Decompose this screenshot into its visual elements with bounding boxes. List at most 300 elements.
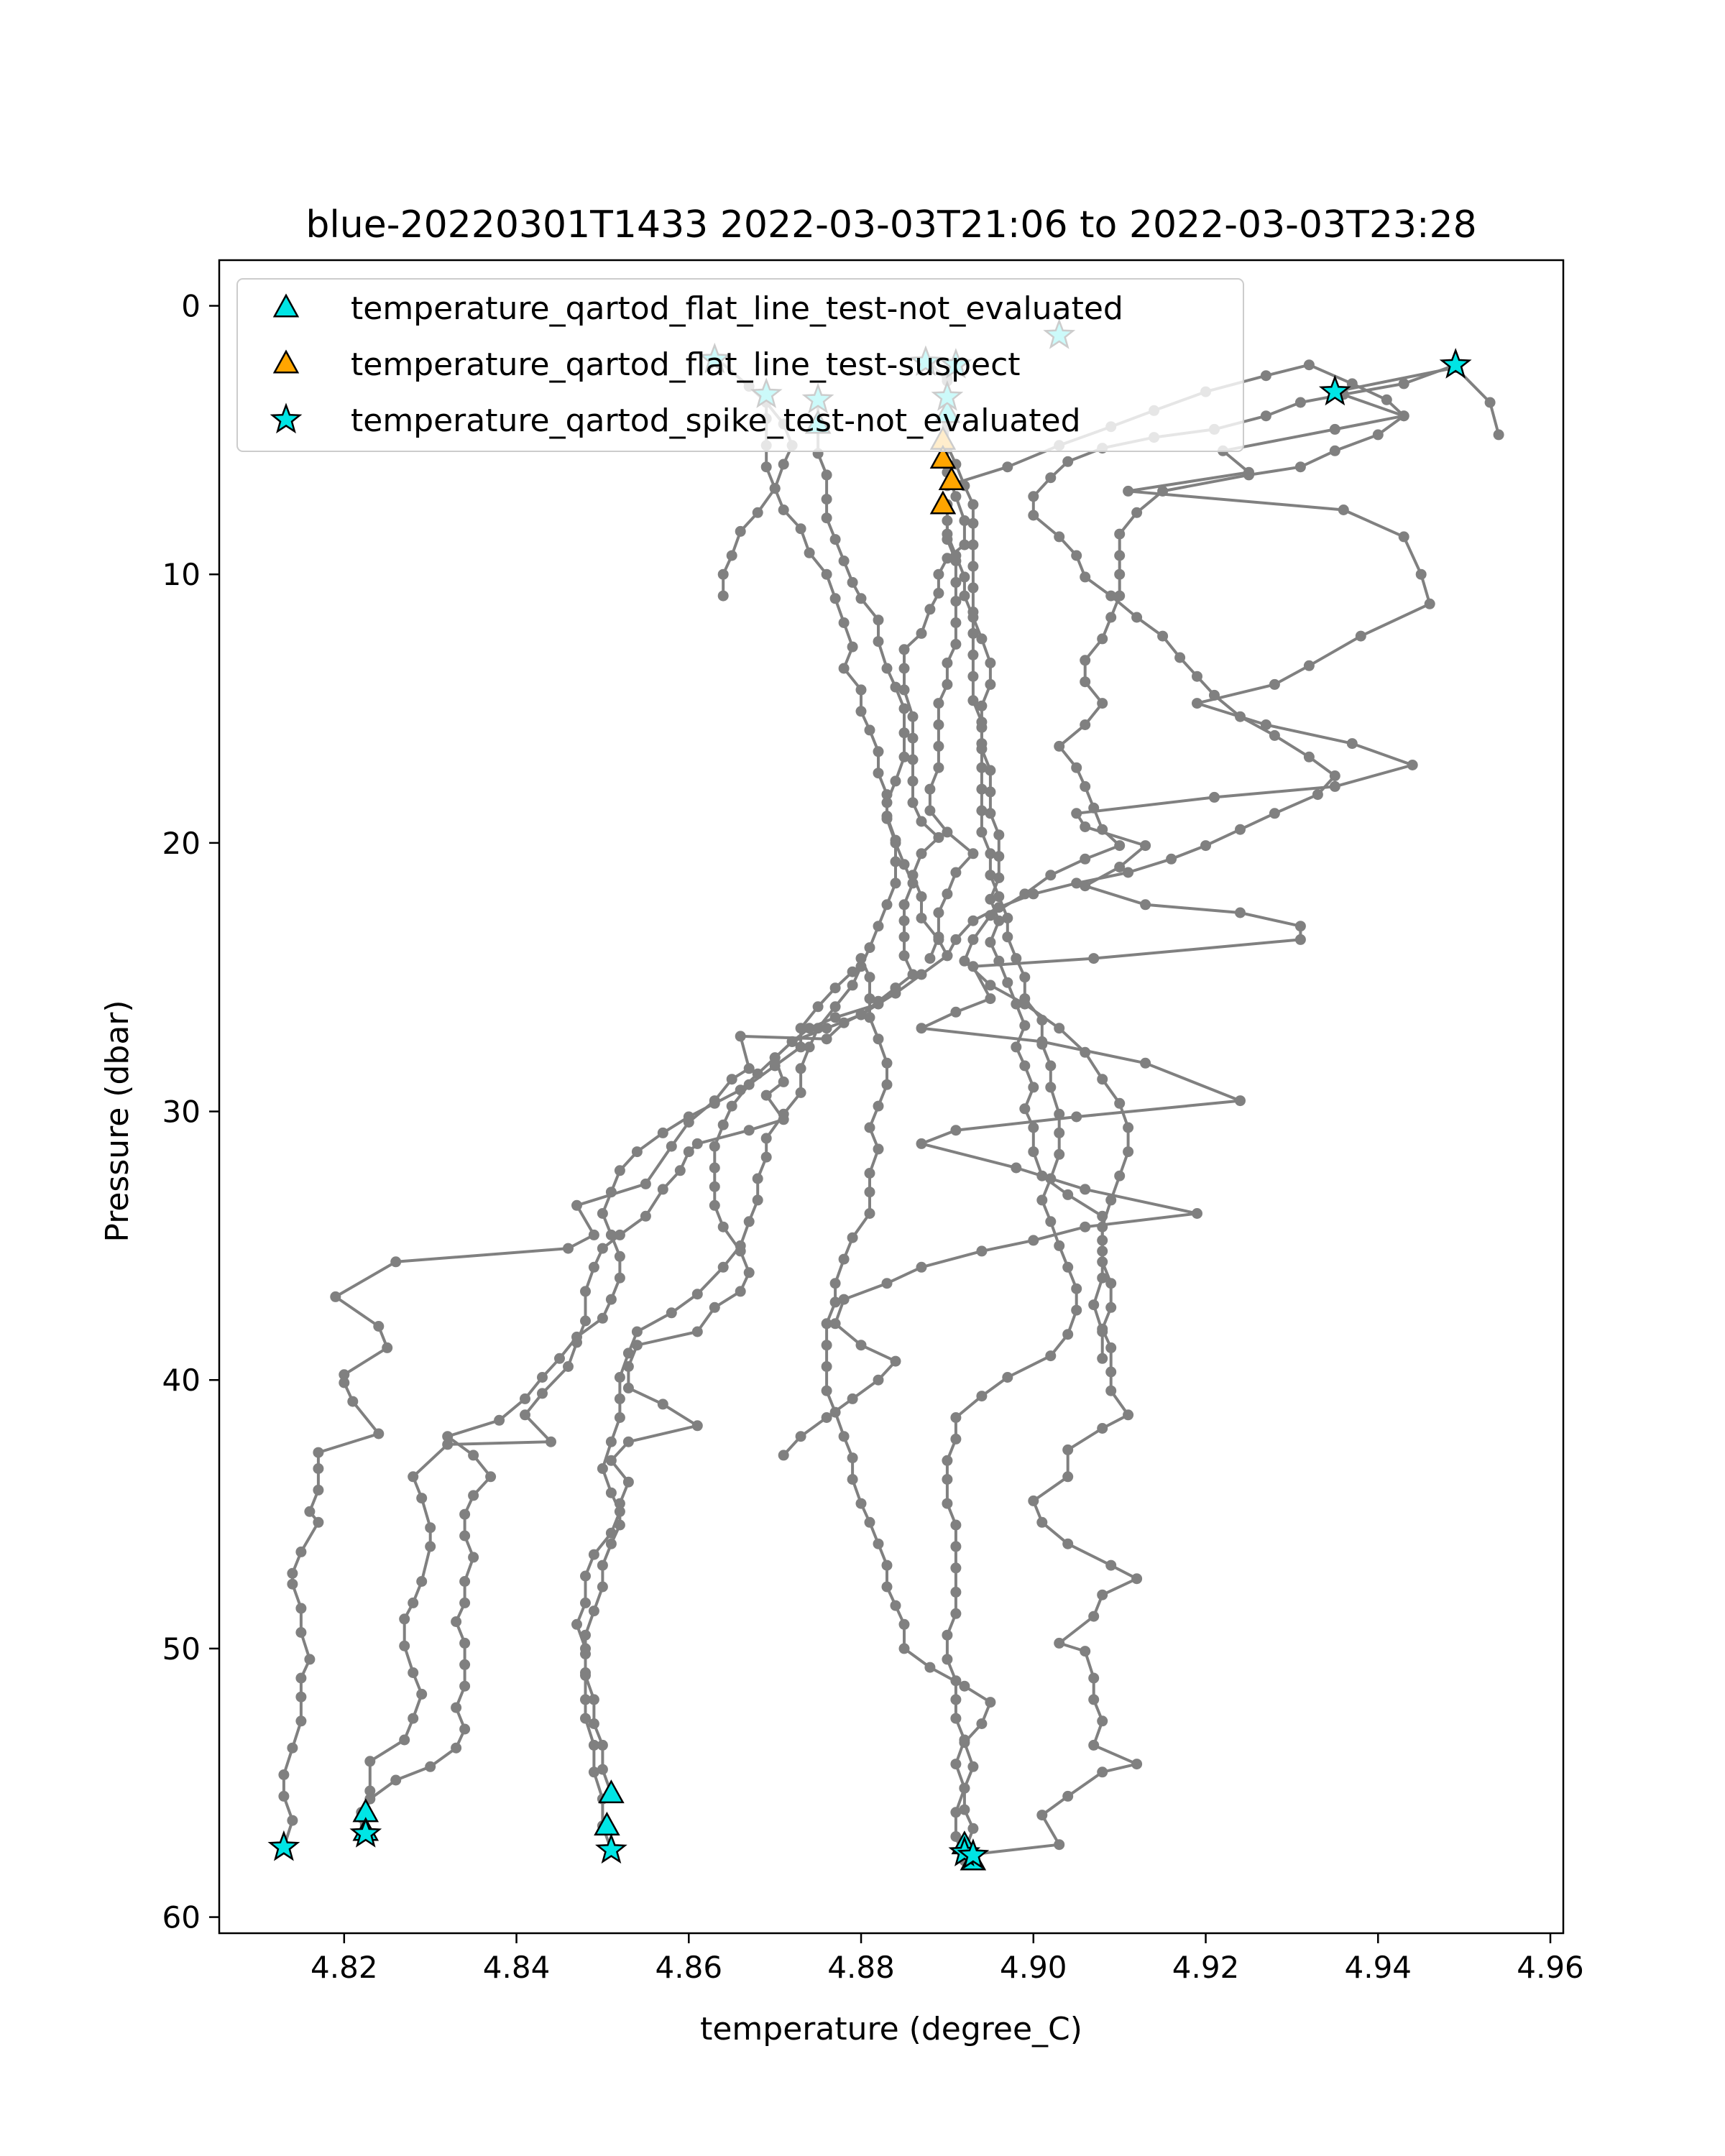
profile-point [924, 604, 935, 614]
profile-point [459, 1681, 470, 1692]
profile-point [899, 916, 910, 926]
profile-point [1131, 1573, 1142, 1584]
profile-point [666, 1307, 677, 1318]
profile-point [1080, 719, 1090, 730]
profile-point [1028, 1146, 1039, 1157]
profile-point [993, 872, 1004, 883]
profile-point [1062, 1329, 1073, 1340]
profile-point [1304, 359, 1315, 370]
profile-point [1235, 908, 1246, 918]
profile-point [830, 534, 841, 545]
profile-point [985, 786, 995, 797]
profile-point [451, 1703, 461, 1713]
profile-point [615, 1273, 625, 1284]
profile-point [1105, 591, 1116, 602]
profile-point [967, 916, 978, 926]
profile-point [623, 1361, 634, 1372]
profile-point [1140, 1058, 1151, 1069]
profile-point [313, 1447, 323, 1458]
profile-point [459, 1531, 470, 1542]
profile-point [950, 1562, 961, 1573]
profile-point [942, 888, 952, 899]
profile-point [967, 1823, 978, 1834]
profile-point [967, 934, 978, 945]
profile-point [873, 1375, 884, 1386]
profile-point [1028, 1235, 1039, 1245]
profile-point [554, 1353, 565, 1364]
profile-point [1494, 429, 1504, 440]
profile-point [847, 1474, 858, 1485]
profile-point [718, 1262, 729, 1273]
profile-point [709, 1302, 720, 1313]
profile-point [1304, 660, 1315, 671]
profile-point [908, 775, 919, 786]
profile-point [822, 1361, 832, 1372]
profile-point [580, 1670, 591, 1681]
profile-point [718, 569, 729, 580]
profile-point [942, 1455, 952, 1466]
profile-point [1045, 1350, 1056, 1361]
profile-point [924, 1662, 935, 1673]
y-tick-label: 30 [162, 1094, 201, 1130]
profile-point [1097, 1590, 1108, 1600]
profile-point [967, 540, 978, 550]
profile-point [1114, 529, 1125, 540]
profile-point [882, 899, 893, 910]
profile-point [778, 505, 789, 515]
profile-point [416, 1689, 427, 1700]
profile-point [1028, 491, 1039, 502]
profile-point [1330, 770, 1340, 781]
profile-point [606, 1539, 617, 1549]
profile-point [873, 636, 884, 647]
profile-point [1140, 899, 1151, 910]
profile-point [287, 1743, 298, 1754]
profile-point [537, 1372, 548, 1383]
profile-point [1416, 569, 1427, 580]
profile-point [1045, 1061, 1056, 1072]
profile-point [950, 639, 961, 650]
profile-point [1011, 1163, 1021, 1174]
x-tick-label: 4.82 [310, 1950, 378, 1985]
profile-point [1088, 953, 1099, 964]
profile-point [1105, 1386, 1116, 1396]
profile-point [1105, 612, 1116, 623]
profile-point [1131, 612, 1142, 623]
profile-point [942, 1498, 952, 1509]
profile-point [1261, 410, 1271, 421]
profile-point [865, 1208, 875, 1219]
profile-point [753, 1174, 763, 1184]
profile-point [684, 1146, 694, 1157]
profile-point [847, 1452, 858, 1463]
profile-point [1312, 789, 1323, 800]
profile-point [899, 950, 910, 961]
profile-point [640, 1179, 651, 1189]
profile-point [924, 806, 935, 816]
profile-point [908, 969, 919, 980]
x-tick-label: 4.96 [1517, 1950, 1584, 1985]
profile-point [459, 1509, 470, 1520]
profile-point [1002, 977, 1013, 988]
profile-point [1062, 1445, 1073, 1455]
profile-point [364, 1756, 375, 1766]
profile-point [753, 1069, 763, 1079]
legend-entry-label: temperature_qartod_flat_line_test-not_evaluated [351, 290, 1123, 327]
profile-point [942, 1474, 952, 1485]
profile-point [390, 1775, 401, 1786]
profile-point [865, 942, 875, 953]
profile-point [882, 1560, 893, 1571]
profile-point [916, 848, 927, 859]
profile-point [796, 1087, 806, 1098]
profile-point [1054, 1839, 1064, 1850]
profile-point [830, 1278, 841, 1289]
profile-point [520, 1393, 530, 1404]
profile-point [950, 1587, 961, 1598]
y-tick-label: 10 [162, 557, 201, 593]
profile-point [822, 512, 832, 523]
profile-point [865, 1168, 875, 1179]
profile-point [1019, 972, 1030, 982]
profile-point [891, 982, 901, 993]
profile-point [942, 1654, 952, 1664]
profile-point [1002, 461, 1013, 472]
profile-point [865, 972, 875, 982]
profile-point [1131, 507, 1142, 518]
profile-point [692, 1289, 703, 1299]
profile-point [873, 1101, 884, 1112]
profile-point [822, 1023, 832, 1033]
profile-point [278, 1769, 289, 1780]
profile-point [373, 1321, 384, 1332]
profile-point [882, 1278, 893, 1289]
profile-point [658, 1128, 668, 1138]
profile-point [993, 829, 1004, 840]
profile-point [985, 937, 995, 948]
profile-point [1123, 1123, 1133, 1133]
profile-point [830, 982, 841, 993]
profile-point [459, 1598, 470, 1608]
profile-point [916, 913, 927, 923]
profile-point [1097, 1074, 1108, 1084]
profile-point [1019, 1021, 1030, 1031]
profile-point [985, 894, 995, 905]
profile-point [727, 1074, 737, 1084]
profile-point [899, 931, 910, 942]
profile-point [1054, 741, 1064, 752]
profile-point [399, 1613, 410, 1624]
profile-point [1425, 599, 1435, 609]
profile-point [615, 1520, 625, 1531]
profile-point [1105, 1342, 1116, 1353]
profile-point [1381, 395, 1392, 405]
profile-point [778, 459, 789, 470]
profile-point [571, 1619, 582, 1630]
profile-point [882, 1079, 893, 1090]
profile-point [770, 483, 781, 494]
profile-point [632, 1327, 643, 1337]
profile-point [830, 1001, 841, 1012]
profile-point [993, 902, 1004, 913]
profile-point [459, 1724, 470, 1735]
profile-point [847, 967, 858, 977]
profile-point [950, 491, 961, 502]
profile-point [468, 1490, 479, 1501]
profile-point [1097, 633, 1108, 644]
profile-point [606, 1488, 617, 1498]
profile-point [1123, 1146, 1133, 1157]
profile-point [1028, 888, 1039, 899]
profile-point [950, 1759, 961, 1769]
profile-point [865, 724, 875, 735]
profile-point [839, 617, 850, 628]
profile-point [615, 1251, 625, 1262]
profile-point [459, 1576, 470, 1587]
profile-point [1071, 1284, 1082, 1294]
profile-point [1054, 1023, 1064, 1033]
profile-point [589, 1694, 599, 1705]
profile-point [1097, 1353, 1108, 1364]
profile-point [1019, 1061, 1030, 1072]
profile-point [546, 1437, 556, 1447]
profile-point [425, 1761, 436, 1772]
profile-point [830, 1407, 841, 1418]
profile-point [916, 628, 927, 639]
profile-point [830, 1012, 841, 1023]
profile-point [1054, 1149, 1064, 1160]
profile-point [287, 1815, 298, 1826]
profile-point [287, 1568, 298, 1579]
profile-point [1295, 921, 1306, 931]
profile-point [1088, 1299, 1099, 1310]
profile-point [1114, 1171, 1125, 1181]
profile-point [287, 1579, 298, 1590]
profile-point [856, 1340, 867, 1350]
profile-point [339, 1369, 349, 1380]
profile-point [778, 1109, 789, 1120]
profile-point [967, 612, 978, 623]
profile-point [967, 1761, 978, 1772]
profile-point [1080, 1184, 1090, 1194]
profile-point [1373, 429, 1384, 440]
profile-point [856, 1498, 867, 1509]
profile-point [1062, 456, 1073, 467]
profile-point [1028, 510, 1039, 521]
profile-point [976, 1245, 987, 1256]
profile-point [1071, 1112, 1082, 1123]
profile-point [753, 1194, 763, 1205]
profile-point [942, 515, 952, 526]
legend-entry-label: temperature_qartod_flat_line_test-suspect [351, 346, 1021, 383]
profile-point [985, 679, 995, 690]
profile-point [796, 1023, 806, 1033]
profile-point [976, 1391, 987, 1401]
profile-point [615, 1412, 625, 1423]
profile-point [1080, 821, 1090, 832]
profile-point [891, 775, 901, 786]
profile-point [882, 1058, 893, 1069]
profile-point [658, 1399, 668, 1409]
profile-point [856, 593, 867, 604]
profile-point [1019, 1103, 1030, 1114]
profile-point [967, 499, 978, 510]
profile-point [1114, 569, 1125, 580]
profile-point [847, 577, 858, 588]
profile-point [735, 1245, 746, 1256]
profile-point [761, 1152, 772, 1163]
profile-point [597, 1313, 608, 1324]
profile-point [1054, 1638, 1064, 1649]
profile-point [1304, 752, 1315, 763]
profile-point [1080, 655, 1090, 665]
x-tick-label: 4.84 [482, 1950, 551, 1985]
profile-point [735, 1286, 746, 1296]
profile-point [950, 617, 961, 628]
profile-point [408, 1667, 418, 1678]
profile-point [899, 663, 910, 674]
profile-point [597, 1764, 608, 1775]
profile-point [1209, 792, 1220, 803]
profile-point [1192, 698, 1202, 709]
profile-point [950, 867, 961, 878]
legend [237, 279, 1243, 451]
profile-point [950, 1434, 961, 1445]
profile-point [1261, 719, 1271, 730]
profile-point [632, 1340, 643, 1350]
profile-point [847, 980, 858, 990]
profile-point [692, 1138, 703, 1149]
profile-point [1062, 1791, 1073, 1802]
profile-point [709, 1181, 720, 1192]
profile-point [856, 706, 867, 717]
profile-point [425, 1541, 436, 1552]
profile-point [1295, 934, 1306, 945]
profile-point [1105, 1367, 1116, 1378]
profile-point [735, 1031, 746, 1041]
profile-point [1097, 1715, 1108, 1726]
profile-point [1011, 1041, 1021, 1052]
profile-point [865, 1517, 875, 1528]
profile-point [1356, 631, 1366, 642]
profile-point [1062, 1539, 1073, 1549]
profile-point [1071, 550, 1082, 561]
profile-point [950, 1007, 961, 1018]
profile-point [537, 1388, 548, 1399]
profile-point [1261, 370, 1271, 381]
profile-point [1080, 1646, 1090, 1657]
profile-point [1407, 760, 1418, 770]
profile-point [640, 1211, 651, 1222]
profile-point [459, 1659, 470, 1670]
chart-title: blue-20220301T1433 2022-03-03T21:06 to 2022-03-03T23:28 [305, 203, 1477, 247]
profile-point [606, 1187, 617, 1197]
profile-point [399, 1735, 410, 1746]
profile-point [580, 1316, 591, 1327]
profile-point [967, 671, 978, 682]
profile-point [839, 1254, 850, 1265]
profile-point [942, 826, 952, 837]
profile-point [744, 1125, 755, 1135]
profile-point [830, 1296, 841, 1307]
profile-point [1080, 781, 1090, 792]
profile-point [597, 1582, 608, 1593]
profile-point [623, 1437, 634, 1447]
profile-point [675, 1165, 686, 1176]
profile-point [597, 1740, 608, 1751]
profile-point [304, 1654, 315, 1664]
profile-point [666, 1141, 677, 1152]
profile-point [942, 950, 952, 961]
profile-point [347, 1396, 358, 1407]
profile-point [1036, 1036, 1047, 1047]
profile-point [933, 569, 944, 580]
profile-point [761, 1133, 772, 1143]
profile-point [1114, 550, 1125, 561]
profile-point [1097, 1273, 1108, 1284]
profile-point [1097, 1245, 1108, 1256]
profile-point [468, 1450, 479, 1460]
profile-point [873, 1033, 884, 1044]
profile-point [873, 996, 884, 1007]
profile-point [520, 1409, 530, 1420]
profile-point [899, 644, 910, 655]
profile-point [891, 857, 901, 867]
profile-point [933, 908, 944, 918]
profile-point [1330, 424, 1340, 435]
profile-point [606, 1455, 617, 1466]
profile-point [950, 1713, 961, 1724]
profile-point [1269, 730, 1280, 741]
y-axis-label: Pressure (dbar) [99, 1000, 136, 1243]
profile-point [278, 1791, 289, 1802]
profile-point [563, 1243, 574, 1254]
profile-point [1123, 486, 1133, 497]
profile-point [924, 953, 935, 964]
profile-point [632, 1146, 643, 1157]
profile-point [408, 1471, 418, 1482]
profile-point [753, 507, 763, 518]
profile-point [916, 816, 927, 827]
profile-point [796, 523, 806, 534]
profile-point [1054, 1240, 1064, 1251]
profile-point [485, 1471, 496, 1482]
profile-point [796, 1063, 806, 1074]
profile-point [847, 1393, 858, 1404]
profile-point [856, 1010, 867, 1021]
profile-point [718, 591, 729, 602]
profile-point [822, 494, 832, 505]
profile-point [873, 746, 884, 757]
profile-point [856, 684, 867, 695]
profile-point [1045, 1082, 1056, 1092]
profile-point [950, 1412, 961, 1423]
y-tick-label: 50 [162, 1631, 201, 1667]
profile-point [950, 1608, 961, 1619]
profile-point [589, 1606, 599, 1616]
profile-point [1080, 880, 1090, 891]
profile-point [950, 1541, 961, 1552]
profile-point [727, 1101, 737, 1112]
profile-point [847, 642, 858, 653]
y-tick-label: 20 [162, 825, 201, 861]
profile-point [787, 1036, 798, 1047]
profile-point [873, 921, 884, 931]
x-tick-label: 4.94 [1344, 1950, 1412, 1985]
profile-point [459, 1638, 470, 1649]
profile-point [1071, 1305, 1082, 1316]
profile-point [744, 1267, 755, 1278]
